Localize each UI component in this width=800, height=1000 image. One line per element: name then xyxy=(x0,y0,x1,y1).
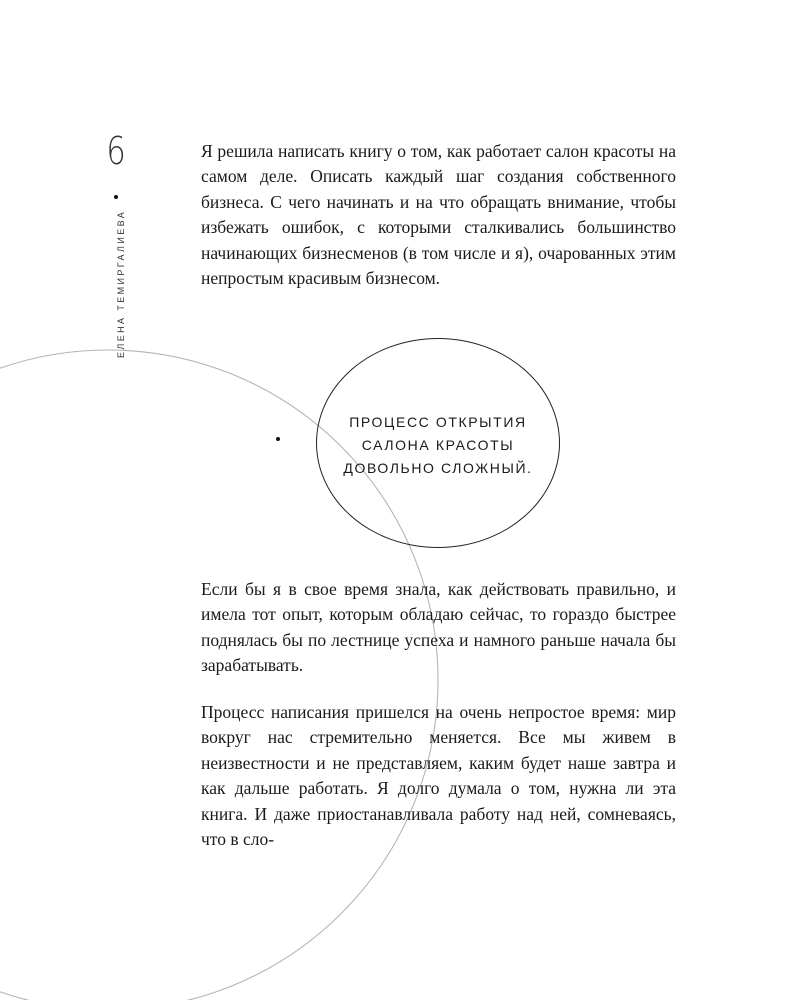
decorative-dot xyxy=(276,437,280,441)
page-number: 6 xyxy=(106,129,126,173)
pull-quote-text: ПРОЦЕСС ОТКРЫТИЯ САЛОНА КРАСОТЫ ДОВОЛЬНО СЛОЖНЫЙ. xyxy=(343,413,533,476)
pull-quote-circle xyxy=(316,338,560,548)
paragraph-3: Процесс написания пришелся на очень непростое время: мир вокруг нас стремительно меняется. Все мы живем в неизвестности и не представляем, каким будет наше завтра и как дальше работать. Я долго думала о том, нужна ли эта книга. И даже приостанавливала работу над ней, сомневаясь, что в сло- xyxy=(201,702,676,850)
separator-dot xyxy=(114,195,118,199)
paragraph-1: Я решила написать книгу о том, как работает салон красоты на самом деле. Описать каждый шаг создания собственного бизнеса. С чего начинать и на что обращать внимание, чтобы избежать ошибок, с которыми сталкивались большинство начинающих бизнесменов (в том числе и я), очарованных этим непростым красивым бизнесом. xyxy=(201,141,676,289)
paragraph-2: Если бы я в свое время знала, как действовать правильно, и имела тот опыт, которым обладаю сейчас, то гораздо быстрее поднялась бы по лестнице успеха и намного раньше начала бы зарабатывать. xyxy=(201,579,676,676)
running-header-author: ЕЛЕНА ТЕМИРГАЛИЕВА xyxy=(116,209,126,358)
